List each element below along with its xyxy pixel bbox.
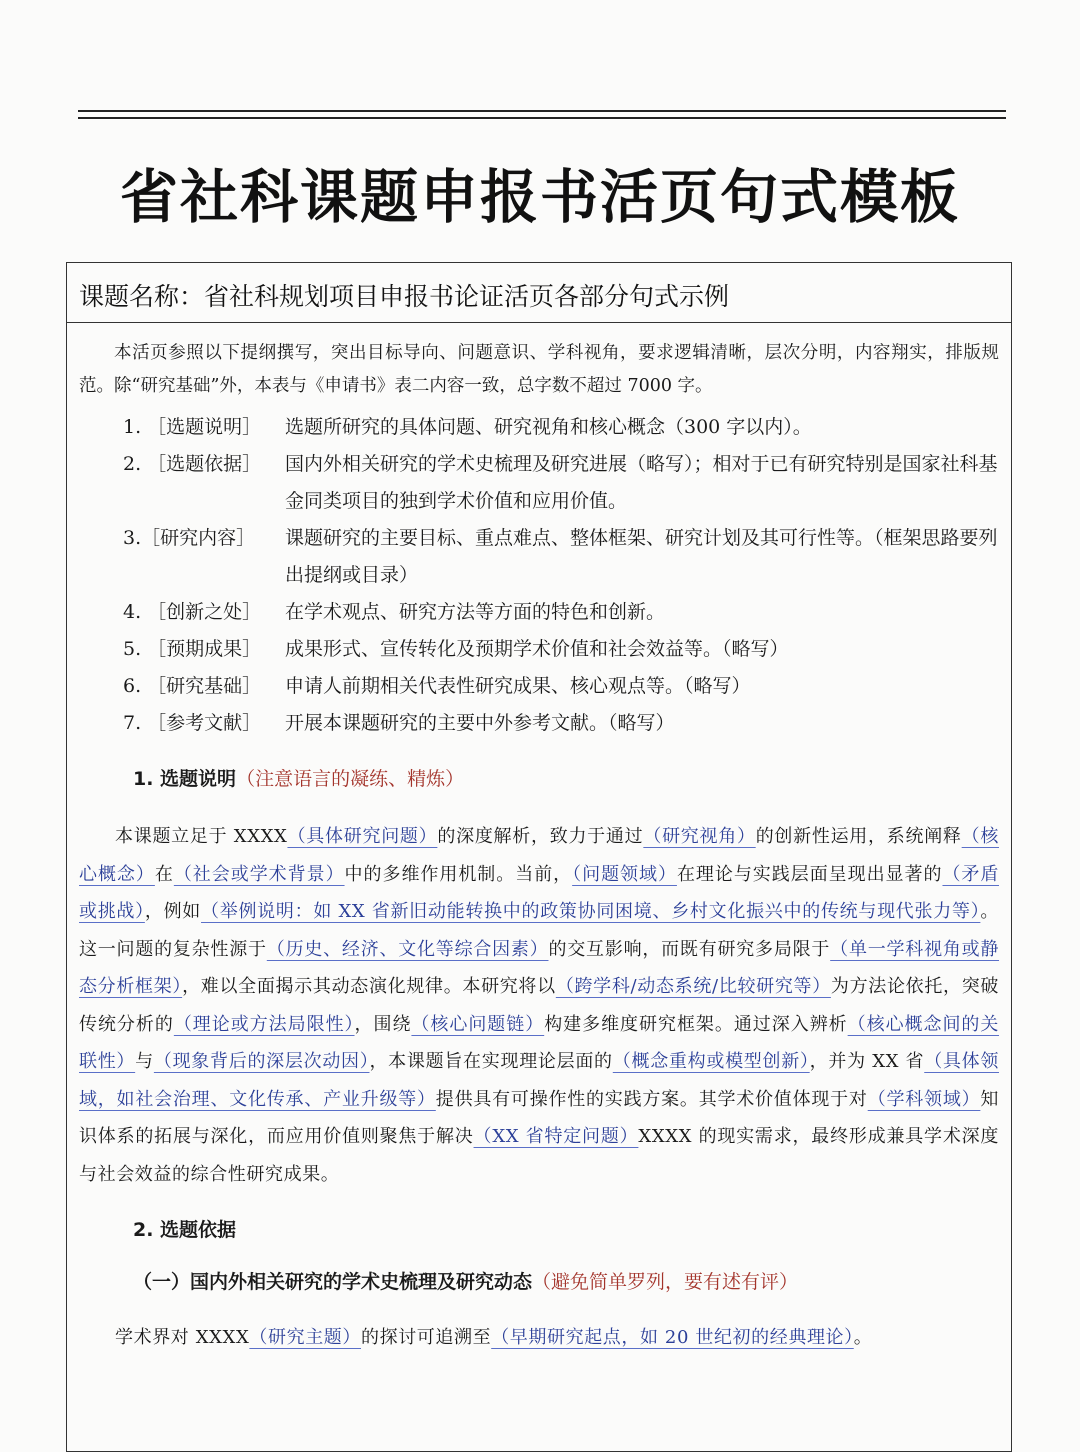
subsection-note: （避免简单罗列，要有述有评）: [532, 1271, 799, 1293]
section-heading-2: [79, 1215, 999, 1245]
section1-paragraph: [79, 818, 999, 1193]
section2-paragraph: [79, 1319, 999, 1356]
outline-item: [79, 409, 999, 446]
outline-text: 申请人前期相关代表性研究成果、核心观点等。（略写）: [285, 675, 751, 697]
outline-label: 6. ［研究基础］: [123, 675, 262, 697]
placeholder-text: （单一学科视角或静态分析框架）: [79, 938, 1000, 997]
body-text: 。: [853, 1327, 873, 1348]
body-text: ，难以全面揭示其动态演化规律。本研究将以: [182, 976, 556, 997]
outline-label: 7. ［参考文献］: [123, 712, 262, 734]
outline-text: 开展本课题研究的主要中外参考文献。（略写）: [285, 712, 675, 734]
placeholder-text: （社会或学术背景）: [173, 863, 345, 885]
body-text: ，例如: [144, 901, 202, 922]
body-text: 的探讨可追溯至: [361, 1327, 492, 1348]
placeholder-text: （问题领域）: [572, 863, 677, 885]
placeholder-text: （历史、经济、文化等综合因素）: [266, 938, 549, 960]
outline-text: 选题所研究的具体问题、研究视角和核心概念（300 字以内）。: [285, 416, 812, 438]
body-text: 提供具有可操作性的实践方案。其学术价值体现于对: [435, 1088, 868, 1110]
body-text: 中的多维作用机制。当前，: [344, 863, 573, 885]
outline-list: [79, 409, 999, 742]
outline-label: 2. ［选题依据］: [123, 453, 262, 475]
outline-text: 课题研究的主要目标、重点难点、整体框架、研究计划及其可行性等。（框架思路要列出提纲或目录）: [285, 527, 998, 586]
placeholder-text: （现象背后的深层次动因）: [153, 1051, 370, 1072]
subsection-heading-text: （一）国内外相关研究的学术史梳理及研究动态: [133, 1271, 533, 1293]
page-title: 省社科课题申报书活页句式模板: [119, 163, 960, 231]
outline-text: 在学术观点、研究方法等方面的特色和创新。: [285, 601, 666, 623]
outline-item: [79, 705, 999, 742]
placeholder-text: （学科领域）: [867, 1088, 981, 1110]
topic-name-row: 课题名称：省社科规划项目申报书论证活页各部分句式示例: [67, 263, 1011, 323]
form-frame: [66, 262, 1012, 1452]
body-text: 的交互影响，而既有研究多局限于: [548, 938, 831, 960]
header-rule-top: [78, 110, 1006, 112]
placeholder-text: （概念重构或模型创新）: [612, 1051, 810, 1072]
outline-text: 国内外相关研究的学术史梳理及研究进展（略写）；相对于已有研究特别是国家社科基金同类项目的独到学术价值和应用价值。: [285, 453, 998, 512]
outline-item: [79, 668, 999, 705]
section-heading-text: 2. 选题依据: [133, 1219, 237, 1241]
outline-label: 5. ［预期成果］: [123, 638, 262, 660]
body-text: 学术界对 XXXX: [115, 1327, 250, 1348]
placeholder-text: （具体领域，如社会治理、文化传承、产业升级等）: [79, 1051, 999, 1110]
body-text: 的创新性运用，系统阐释: [755, 826, 962, 847]
body-text: 与: [135, 1051, 154, 1072]
section-note: （注意语言的凝练、精炼）: [236, 768, 465, 790]
outline-text: 成果形式、宣传转化及预期学术价值和社会效益等。（略写）: [285, 638, 789, 660]
subsection-heading: [79, 1267, 999, 1297]
outline-item: [79, 631, 999, 668]
section-heading-1: [79, 764, 999, 794]
body-text: XXXX 的现实需求，最终形成兼具学术深度与社会效益的综合性研究成果。: [79, 1126, 999, 1185]
body-text: ，本课题旨在实现理论层面的: [369, 1051, 613, 1072]
body-text: 知识体系的拓展与深化，而应用价值则聚焦于解决: [79, 1088, 999, 1147]
body-text: 的深度解析，致力于通过: [437, 826, 644, 847]
body-text: ，并为 XX 省: [809, 1051, 925, 1072]
placeholder-text: （XX 省特定问题）: [473, 1126, 639, 1147]
form-body: [67, 323, 1011, 1356]
outline-label: 3.［研究内容］: [123, 527, 256, 549]
intro-paragraph: 本活页参照以下提纲撰写，突出目标导向、问题意识、学科视角，要求逻辑清晰，层次分明，内容翔实，排版规范。除“研究基础”外，本表与《申请书》表二内容一致，总字数不超过 7000 字。: [79, 343, 999, 396]
section-heading-text: 1. 选题说明: [133, 768, 237, 790]
placeholder-text: （核心概念间的关联性）: [79, 1013, 1000, 1072]
placeholder-text: （核心概念）: [79, 826, 999, 885]
placeholder-text: （早期研究起点，如 20 世纪初的经典理论）: [491, 1327, 854, 1348]
placeholder-text: （研究主题）: [249, 1327, 361, 1348]
body-text: 为方法论依托，突破传统分析的: [79, 976, 999, 1035]
header-rule-bottom: [78, 117, 1006, 119]
outline-label: 1. ［选题说明］: [123, 416, 262, 438]
placeholder-text: （具体研究问题）: [287, 826, 438, 847]
body-text: 在: [154, 863, 174, 885]
placeholder-text: （核心问题链）: [411, 1013, 545, 1035]
placeholder-text: （理论或方法局限性）: [173, 1013, 355, 1035]
placeholder-text: （跨学科/动态系统/比较研究等）: [555, 976, 831, 997]
body-text: 。这一问题的复杂性源于: [79, 901, 999, 960]
body-text: 构建多维度研究框架。通过深入辨析: [544, 1013, 848, 1035]
body-text: 在理论与实践层面呈现出显著的: [676, 863, 943, 885]
placeholder-text: （矛盾或挑战）: [79, 863, 999, 922]
placeholder-text: （研究视角）: [643, 826, 756, 847]
outline-label: 4. ［创新之处］: [123, 601, 262, 623]
outline-item: [79, 446, 999, 520]
outline-item: [79, 520, 999, 594]
outline-item: [79, 594, 999, 631]
placeholder-text: （举例说明：如 XX 省新旧动能转换中的政策协同困境、乡村文化振兴中的传统与现代张力等）: [201, 901, 981, 922]
body-text: ，围绕: [354, 1013, 412, 1035]
body-text: 本课题立足于 XXXX: [115, 826, 288, 847]
